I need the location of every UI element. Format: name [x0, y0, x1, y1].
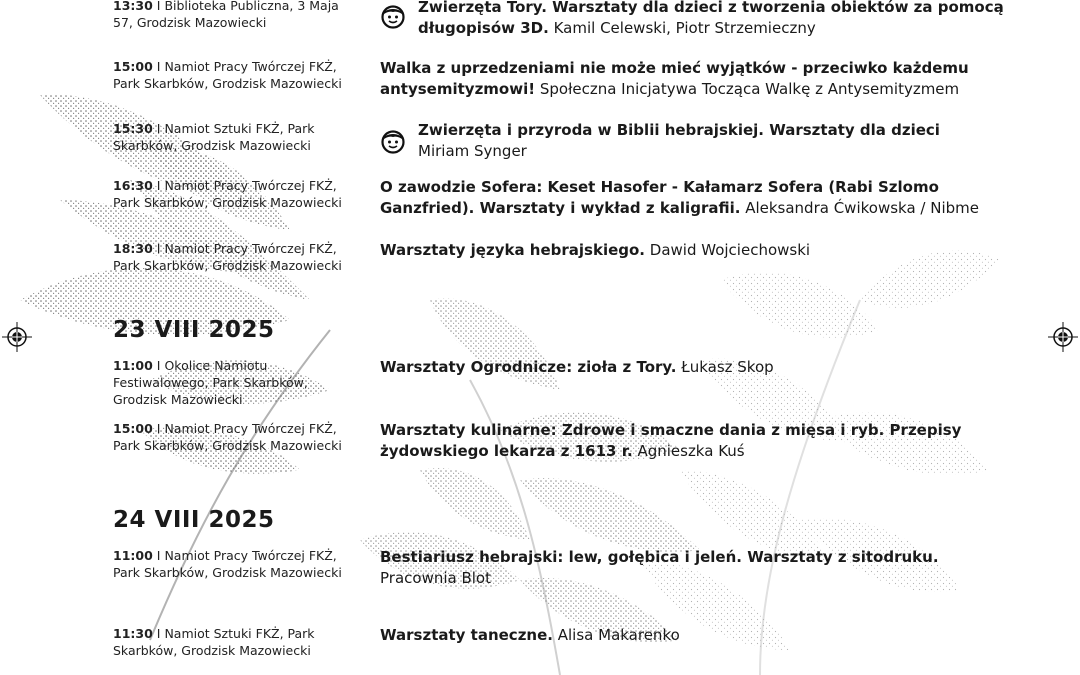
event-author: Łukasz Skop: [681, 358, 774, 376]
event-time: 16:30: [113, 178, 153, 193]
event-title: Zwierzęta Tory. Warsztaty dla dzieci z tworzenia obiektów za pomocą długopisów 3D.: [418, 0, 1004, 37]
event-author: Alisa Makarenko: [557, 626, 680, 644]
event-time: 11:00: [113, 358, 153, 373]
event-title: Warsztaty Ogrodnicze: zioła z Tory.: [380, 358, 677, 376]
event-time: 15:00: [113, 59, 153, 74]
event-description: [418, 120, 1068, 161]
event-title: Warsztaty taneczne.: [380, 626, 553, 644]
event-author: Społeczna Inicjatywa Tocząca Walkę z Antysemityzmem: [539, 79, 960, 98]
event-description: [380, 177, 1030, 218]
event-author: Aleksandra Ćwikowska / Nibme: [745, 198, 979, 217]
registration-mark-icon: [1048, 322, 1078, 352]
event-title: Warsztaty języka hebrajskiego.: [380, 241, 646, 259]
event-time: 11:00: [113, 548, 153, 563]
event-description: [380, 58, 1030, 99]
event-title: Walka z uprzedzeniami nie może mieć wyjątków - przeciwko każdemu antysemityzmowi!: [380, 59, 969, 98]
date-heading: 23 VIII 2025: [113, 317, 275, 343]
event-author: Kamil Celewski, Piotr Strzemieczny: [553, 18, 816, 37]
event-location: 11:30 I Namiot Sztuki FKŻ, Park Skarbków, Grodzisk Mazowiecki: [113, 626, 315, 658]
event-author: Agnieszka Kuś: [637, 441, 745, 460]
event-description: [418, 0, 1068, 38]
event-time: 13:30: [113, 0, 153, 13]
date-heading: 24 VIII 2025: [113, 507, 275, 533]
event-location: 16:30 I Namiot Pracy Twórczej FKŻ, Park Skarbków, Grodzisk Mazowiecki: [113, 178, 342, 210]
event-location: 11:00 I Okolice Namiotu Festiwalowego, Park Skarbków, Grodzisk Mazowiecki: [113, 358, 308, 407]
event-author: Miriam Synger: [418, 141, 527, 160]
event-location: 15:00 I Namiot Pracy Twórczej FKŻ, Park Skarbków, Grodzisk Mazowiecki: [113, 421, 342, 453]
event-description: [380, 625, 1030, 646]
event-location: 11:00 I Namiot Pracy Twórczej FKŻ, Park Skarbków, Grodzisk Mazowiecki: [113, 548, 342, 580]
event-location: 15:00 I Namiot Pracy Twórczej FKŻ, Park Skarbków, Grodzisk Mazowiecki: [113, 59, 342, 91]
event-description: [380, 547, 1030, 588]
event-description: [380, 240, 1030, 261]
event-description: [380, 357, 1030, 378]
event-title: Warsztaty kulinarne: Zdrowe i smaczne dania z mięsa i ryb. Przepisy żydowskiego lekarza z 1613 r.: [380, 421, 962, 460]
event-location: 18:30 I Namiot Pracy Twórczej FKŻ, Park Skarbków, Grodzisk Mazowiecki: [113, 241, 342, 273]
registration-mark-icon: [2, 322, 32, 352]
event-title: O zawodzie Sofera: Keset Hasofer - Kałamarz Sofera (Rabi Szlomo Ganzfried). Warsztaty i wykład z kaligrafii.: [380, 178, 939, 217]
child-face-icon: [380, 3, 406, 29]
event-description: [380, 420, 1030, 461]
event-title: Bestiariusz hebrajski: lew, gołębica i jeleń. Warsztaty z sitodruku.: [380, 548, 939, 566]
event-author: Dawid Wojciechowski: [649, 241, 811, 259]
event-location: 15:30 I Namiot Sztuki FKŻ, Park Skarbków, Grodzisk Mazowiecki: [113, 121, 315, 153]
event-time: 15:00: [113, 421, 153, 436]
event-title: Zwierzęta i przyroda w Biblii hebrajskiej. Warsztaty dla dzieci: [418, 121, 940, 139]
child-face-icon: [380, 128, 406, 154]
event-location: 13:30 I Biblioteka Publiczna, 3 Maja 57, Grodzisk Mazowiecki: [113, 0, 339, 30]
event-time: 11:30: [113, 626, 153, 641]
event-author: Pracownia Blot: [380, 568, 491, 587]
event-time: 18:30: [113, 241, 153, 256]
event-time: 15:30: [113, 121, 153, 136]
